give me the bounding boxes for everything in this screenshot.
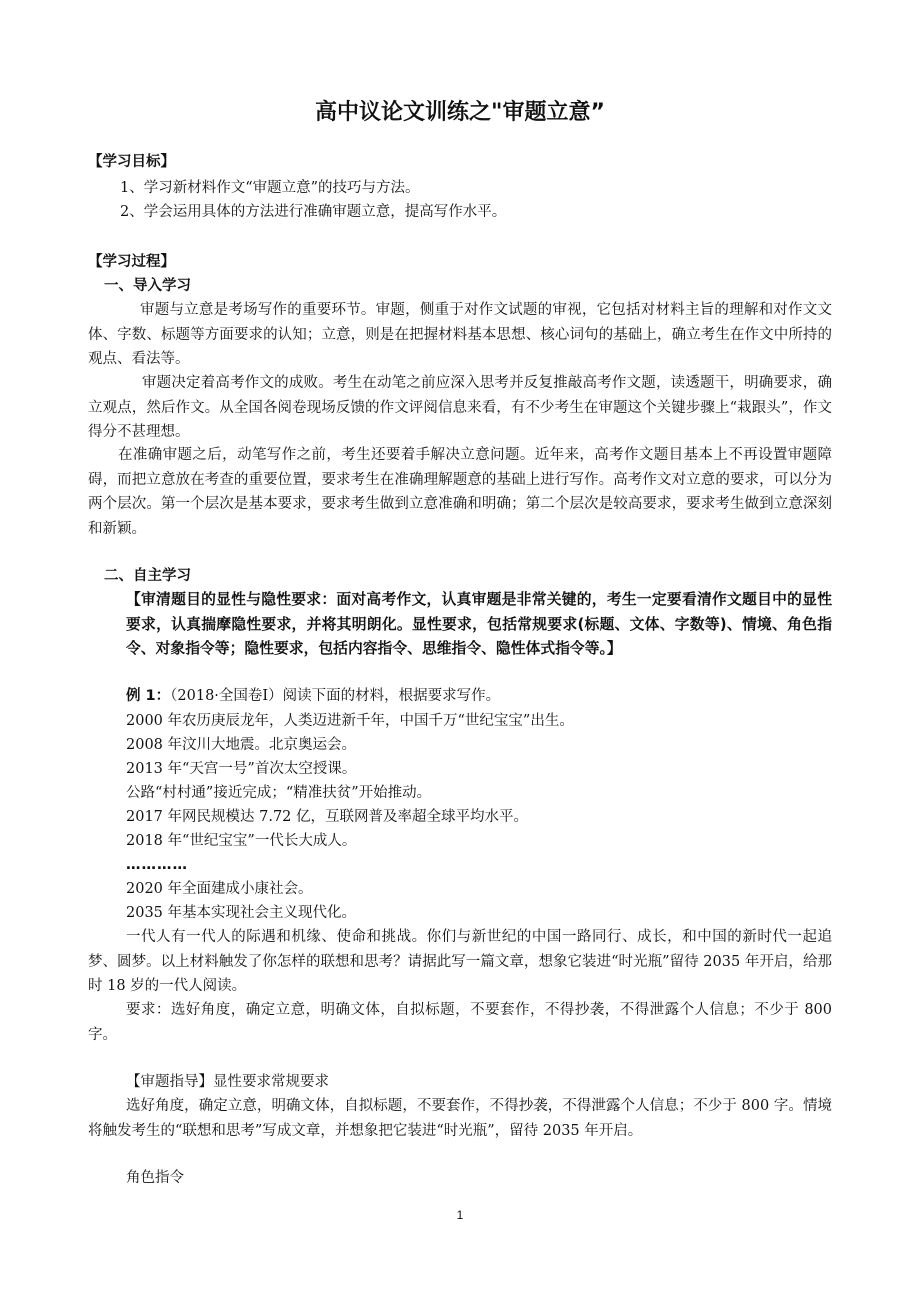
objective-item-1: 1、学习新材料作文“审题立意”的技巧与方法。: [120, 180, 420, 196]
intro-paragraph-3: 在准确审题之后，动笔写作之前，考生还要着手解决立意问题。近年来，高考作文题目基本上不再设置审题障碍，而把立意放在考查的重要位置，要求考生在准确理解题意的基础上进行写作。高考作文对立意的要求，可以分为两个层次。第一个层次是基本要求，要求考生做到立意准确和明确；第二个层次是较高要求，要求考生做到立意深刻和新颖。: [88, 447, 832, 537]
objective-item-2: 2、学会运用具体的方法进行准确审题立意，提高写作水平。: [120, 204, 507, 220]
process-heading: 【学习过程】: [88, 254, 175, 270]
material-line-9: 2035 年基本实现社会主义现代化。: [126, 905, 357, 921]
material-line-3: 2013 年“天宫一号”首次太空授课。: [126, 761, 357, 777]
material-line-6: 2018 年“世纪宝宝”一代长大成人。: [126, 833, 357, 849]
role-heading: 角色指令: [126, 1170, 184, 1186]
document-title: 高中议论文训练之"审题立意”: [315, 100, 605, 125]
example-label: 例 1：: [126, 688, 171, 704]
material-line-8: 2020 年全面建成小康社会。: [126, 881, 313, 897]
objectives-heading: 【学习目标】: [88, 154, 175, 170]
guidance-paragraph: 选好角度，确定立意，明确文体，自拟标题，不要套作，不得抄袭，不得泄露个人信息；不少于 800 字。情境将触发考生的“联想和思考”写成文章，并想象把它装进“时光瓶”，留待 2035 年开启。: [88, 1098, 832, 1139]
prompt-paragraph: 一代人有一代人的际遇和机缘、使命和挑战。你们与新世纪的中国一路同行、成长，和中国的新时代一起追梦、圆梦。以上材料触发了你怎样的联想和思考？请据此写一篇文章，想象它装进“时光瓶”留待 2035 年开启，给那时 18 岁的一代人阅读。: [88, 929, 832, 994]
section2-heading: 二、自主学习: [104, 568, 191, 584]
intro-paragraph-1: 审题与立意是考场写作的重要环节。审题，侧重于对作文试题的审视，它包括对材料主旨的理解和对作文文体、字数、标题等方面要求的认知；立意，则是在把握材料基本思想、核心词句的基础上，确立考生在作文中所持的观点、看法等。: [88, 302, 832, 367]
guidance-heading: 【审题指导】显性要求常规要求: [126, 1074, 329, 1090]
section1-heading: 一、导入学习: [104, 278, 191, 294]
example-1: [126, 684, 500, 708]
material-line-2: 2008 年汶川大地震。北京奥运会。: [126, 737, 357, 753]
material-line-1: 2000 年农历庚辰龙年，人类迈进新千年，中国千万“世纪宝宝”出生。: [126, 713, 574, 729]
requirements-paragraph: 要求：选好角度，确定立意，明确文体，自拟标题，不要套作，不得抄袭，不得泄露个人信息；不少于 800 字。: [88, 1002, 832, 1043]
material-line-4: 公路“村村通”接近完成；“精准扶贫”开始推动。: [126, 785, 432, 801]
example-intro: （2018·全国卷Ⅰ）阅读下面的材料，根据要求写作。: [170, 688, 501, 704]
material-line-5: 2017 年网民规模达 7.72 亿，互联网普及率超全球平均水平。: [126, 809, 529, 825]
emphasis-block: 【审清题目的显性与隐性要求：面对高考作文，认真审题是非常关键的，考生一定要看清作文题目中的显性要求，认真揣摩隐性要求，并将其明朗化。显性要求，包括常规要求(标题、文体、字数等)、情境、角色指令、对象指令等；隐性要求，包括内容指令、思维指令、隐性体式指令等。】: [126, 591, 832, 657]
material-ellipsis: …………: [126, 857, 188, 873]
intro-paragraph-2: 审题决定着高考作文的成败。考生在动笔之前应深入思考并反复推敲高考作文题，读透题干，明确要求，确立观点，然后作文。从全国各阅卷现场反馈的作文评阅信息来看，有不少考生在审题这个关键步骤上“栽跟头”，作文得分不甚理想。: [88, 375, 832, 440]
page-number: 1: [456, 1208, 464, 1222]
